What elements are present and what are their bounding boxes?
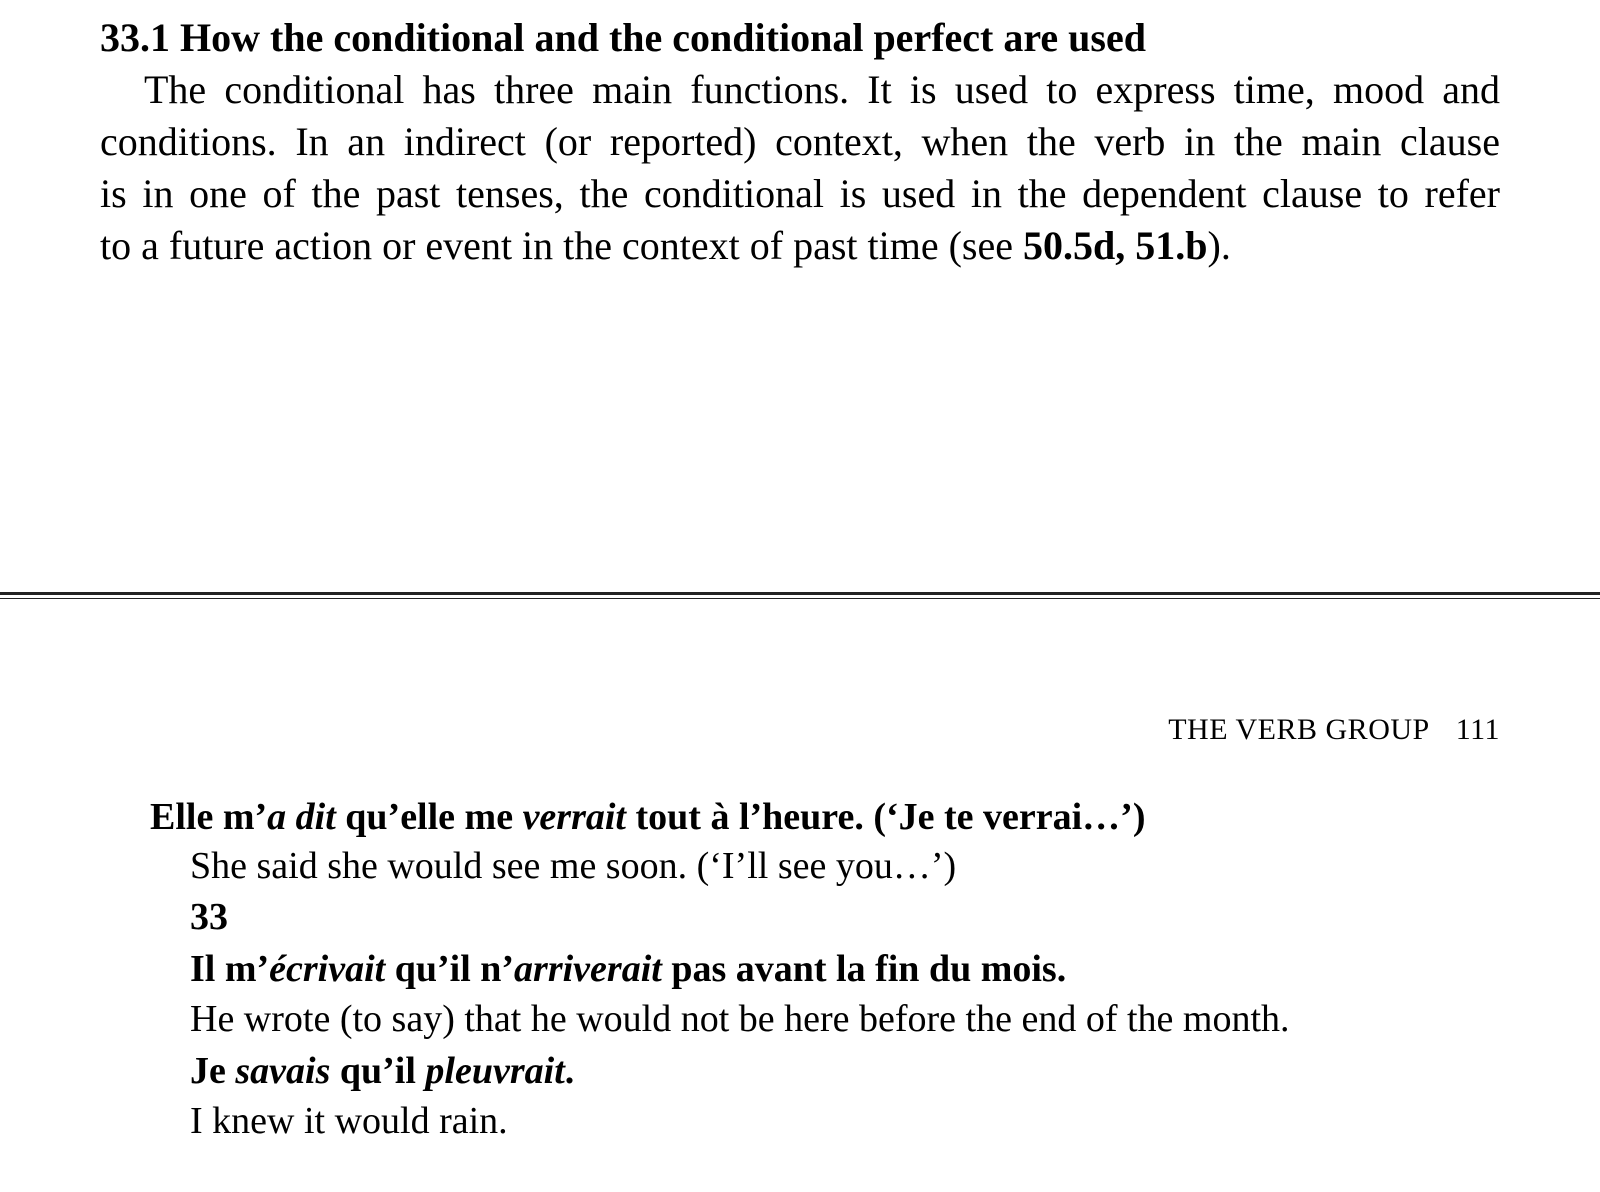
example-text: qu’elle me <box>335 796 523 838</box>
intro-line <box>100 220 1500 272</box>
example-text: qu’il n’ <box>385 948 515 990</box>
page-divider-thin <box>0 598 1600 599</box>
example-text: . <box>564 1050 575 1092</box>
example-english: He wrote (to say) that he would not be here before the end of the month. <box>190 998 1290 1040</box>
example-verb: arriverait <box>514 948 662 990</box>
page-divider <box>0 592 1600 595</box>
page-number: 111 <box>1455 713 1500 746</box>
intro-line: The conditional has three main functions. It is used to express time, mood and <box>144 67 1500 112</box>
example-text: pas avant la fin du mois. <box>661 948 1067 990</box>
cross-reference: 50.5d, 51.b <box>1023 223 1208 268</box>
example-verb: pleuvrait <box>425 1050 565 1092</box>
example-verb: écrivait <box>269 948 386 990</box>
intro-line: conditions. In an indirect (or reported) context, when the verb in the main clause <box>100 119 1500 164</box>
example-text: tout à l’heure. (‘Je te verrai…’) <box>626 796 1146 838</box>
example-french <box>190 1048 574 1094</box>
example-verb: a dit <box>267 796 336 838</box>
example-text: Je <box>190 1050 236 1092</box>
section-heading: 33.1 How the conditional and the conditional perfect are used <box>100 15 1146 60</box>
example-text: qu’il <box>330 1050 426 1092</box>
example-french <box>190 946 1066 992</box>
intro-line: is in one of the past tenses, the conditional is used in the dependent clause to refer <box>100 171 1500 216</box>
example-verb: savais <box>235 1050 331 1092</box>
intro-paragraph <box>100 64 1500 272</box>
example-verb: verrait <box>522 796 626 838</box>
example-text: Elle m’ <box>150 796 268 838</box>
running-head-title: THE VERB GROUP <box>1168 713 1430 746</box>
running-head <box>1168 712 1500 748</box>
section-marker: 33 <box>190 896 228 938</box>
example-english: She said she would see me soon. (‘I’ll see you…’) <box>190 845 957 887</box>
intro-text: ). <box>1207 223 1231 268</box>
intro-text: to a future action or event in the context of past time (see <box>100 223 1024 268</box>
example-french <box>150 794 1146 840</box>
example-english: I knew it would rain. <box>190 1100 508 1142</box>
example-text: Il m’ <box>190 948 270 990</box>
